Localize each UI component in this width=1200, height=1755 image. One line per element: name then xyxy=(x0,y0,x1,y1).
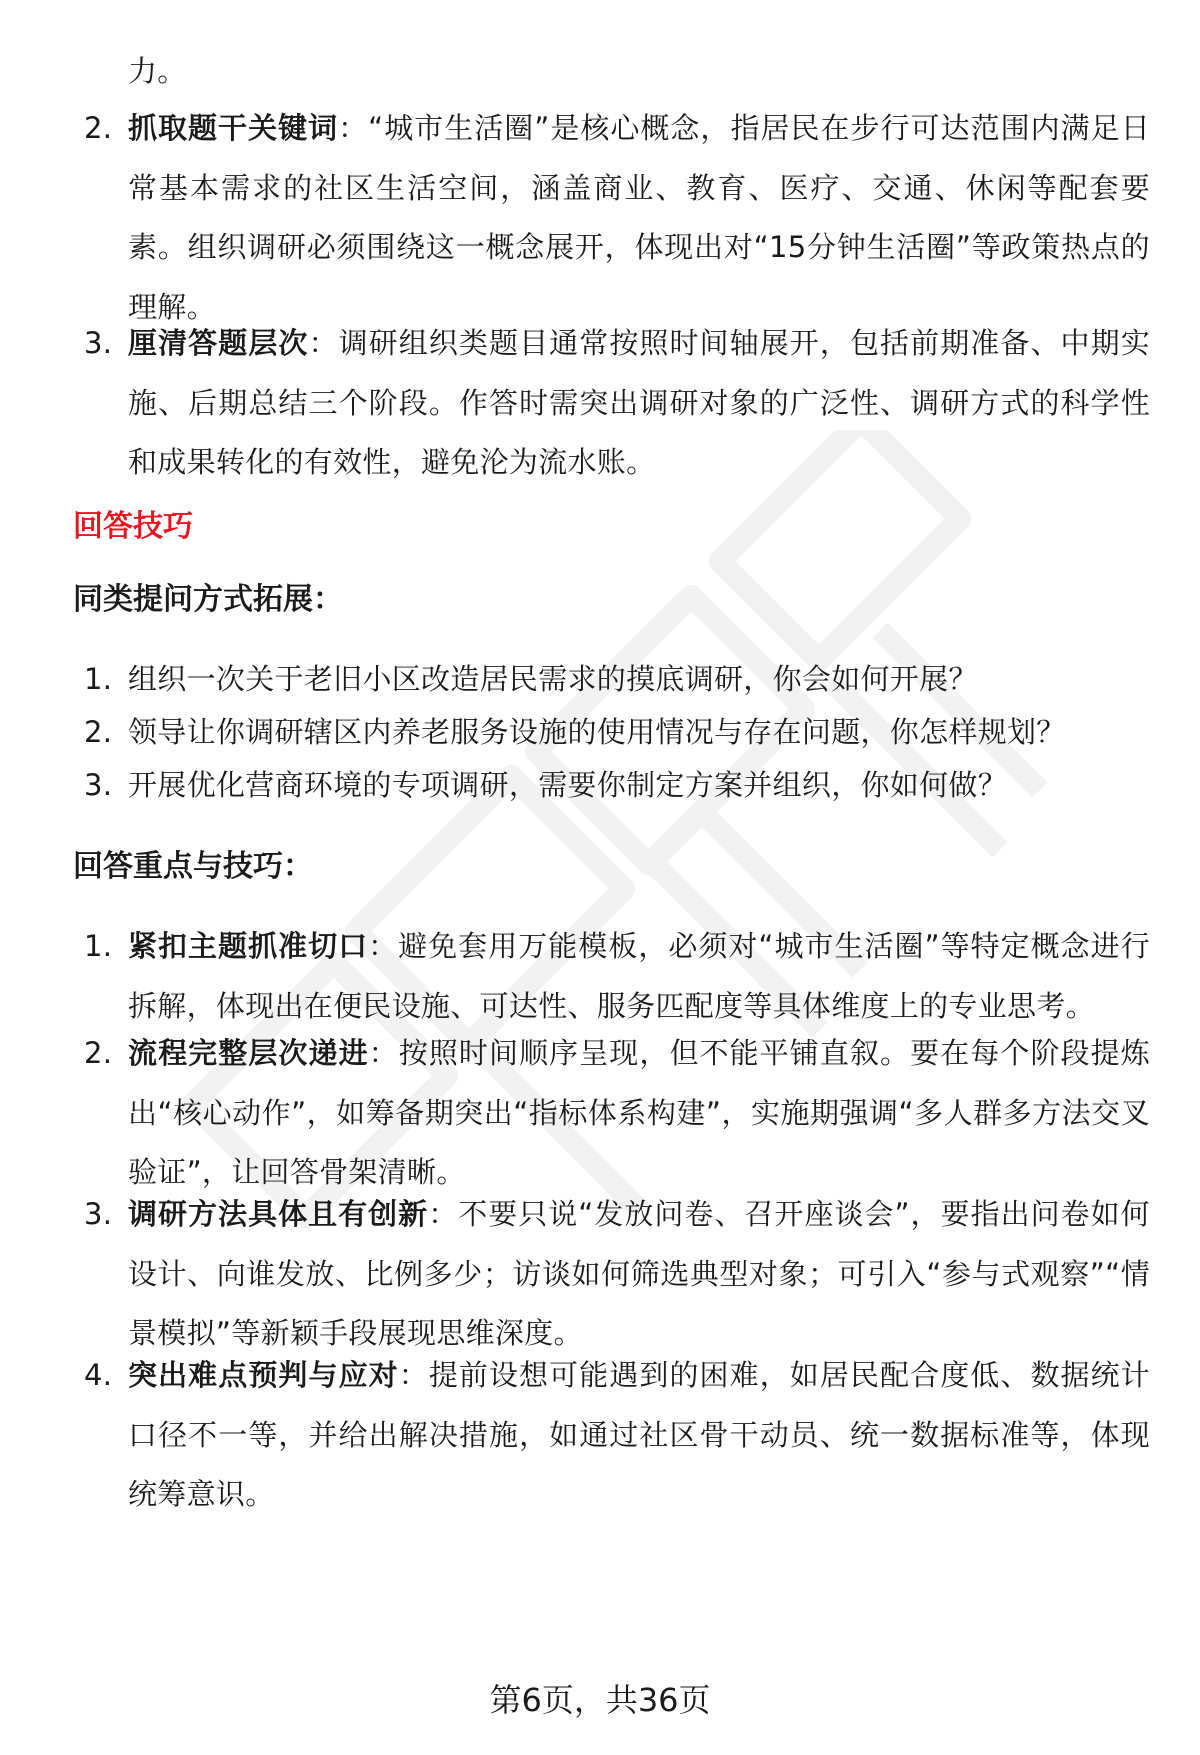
list-item-text: 组织一次关于老旧小区改造居民需求的摸底调研，你会如何开展？ xyxy=(128,662,978,696)
list-item xyxy=(84,756,1150,816)
list-item xyxy=(84,1346,1150,1525)
list-number: 3. xyxy=(84,326,113,360)
list-number: 2. xyxy=(84,715,113,749)
list-item xyxy=(84,314,1150,493)
list-item-text: ：避免套用万能模板，必须对“城市生活圈”等特定概念进行拆解，体现出在便民设施、可达性、服务匹配度等具体维度上的专业思考。 xyxy=(128,929,1150,1023)
list-item-keyword: 调研方法具体且有创新 xyxy=(128,1197,429,1231)
list-item-text: ：“城市生活圈”是核心概念，指居民在步行可达范围内满足日常基本需求的社区生活空间，涵盖商业、教育、医疗、交通、休闲等配套要素。组织调研必须围绕这一概念展开，体现出对“15分钟生活圈”等政策热点的理解。 xyxy=(128,111,1150,324)
list-item-text: ：按照时间顺序呈现，但不能平铺直叙。要在每个阶段提炼出“核心动作”，如筹备期突出“指标体系构建”，实施期强调“多人群多方法交叉验证”，让回答骨架清晰。 xyxy=(128,1036,1150,1189)
list-number: 4. xyxy=(84,1358,113,1392)
similar-questions-heading: 同类提问方式拓展： xyxy=(73,582,343,617)
continuation-text: 力。 xyxy=(128,54,187,88)
list-item-text: ：不要只说“发放问卷、召开座谈会”，要指出问卷如何设计、向谁发放、比例多少；访谈如何筛选典型对象；可引入“参与式观察”“情景模拟”等新颖手段展现思维深度。 xyxy=(128,1197,1150,1350)
list-number: 2. xyxy=(84,1036,113,1070)
list-item xyxy=(84,650,1150,710)
list-item-keyword: 抓取题干关键词 xyxy=(128,111,339,145)
list-item-keyword: 紧扣主题抓准切口 xyxy=(128,929,369,963)
list-item-text: ：提前设想可能遇到的困难，如居民配合度低、数据统计口径不一等，并给出解决措施，如通过社区骨干动员、统一数据标准等，体现统筹意识。 xyxy=(128,1358,1150,1511)
list-item-text: ：调研组织类题目通常按照时间轴展开，包括前期准备、中期实施、后期总结三个阶段。作答时需突出调研对象的广泛性、调研方式的科学性和成果转化的有效性，避免沦为流水账。 xyxy=(128,326,1150,479)
list-item-keyword: 流程完整层次递进 xyxy=(128,1036,369,1070)
section-title: 回答技巧 xyxy=(73,509,193,544)
list-number: 3. xyxy=(84,1197,113,1231)
list-item xyxy=(84,1185,1150,1364)
tips-heading: 回答重点与技巧： xyxy=(73,849,313,884)
list-item xyxy=(84,99,1150,337)
list-item xyxy=(84,917,1150,1036)
list-item xyxy=(84,703,1150,763)
list-item-keyword: 突出难点预判与应对 xyxy=(128,1358,399,1392)
list-number: 1. xyxy=(84,662,113,696)
page-footer: 第6页，共36页 xyxy=(489,1681,711,1719)
list-number: 1. xyxy=(84,929,113,963)
list-number: 2. xyxy=(84,111,113,145)
list-item xyxy=(84,1024,1150,1203)
list-number: 3. xyxy=(84,768,113,802)
list-item-keyword: 厘清答题层次 xyxy=(128,326,309,360)
list-item-text: 领导让你调研辖区内养老服务设施的使用情况与存在问题，你怎样规划？ xyxy=(128,715,1066,749)
list-item-text: 开展优化营商环境的专项调研，需要你制定方案并组织，你如何做？ xyxy=(128,768,1008,802)
